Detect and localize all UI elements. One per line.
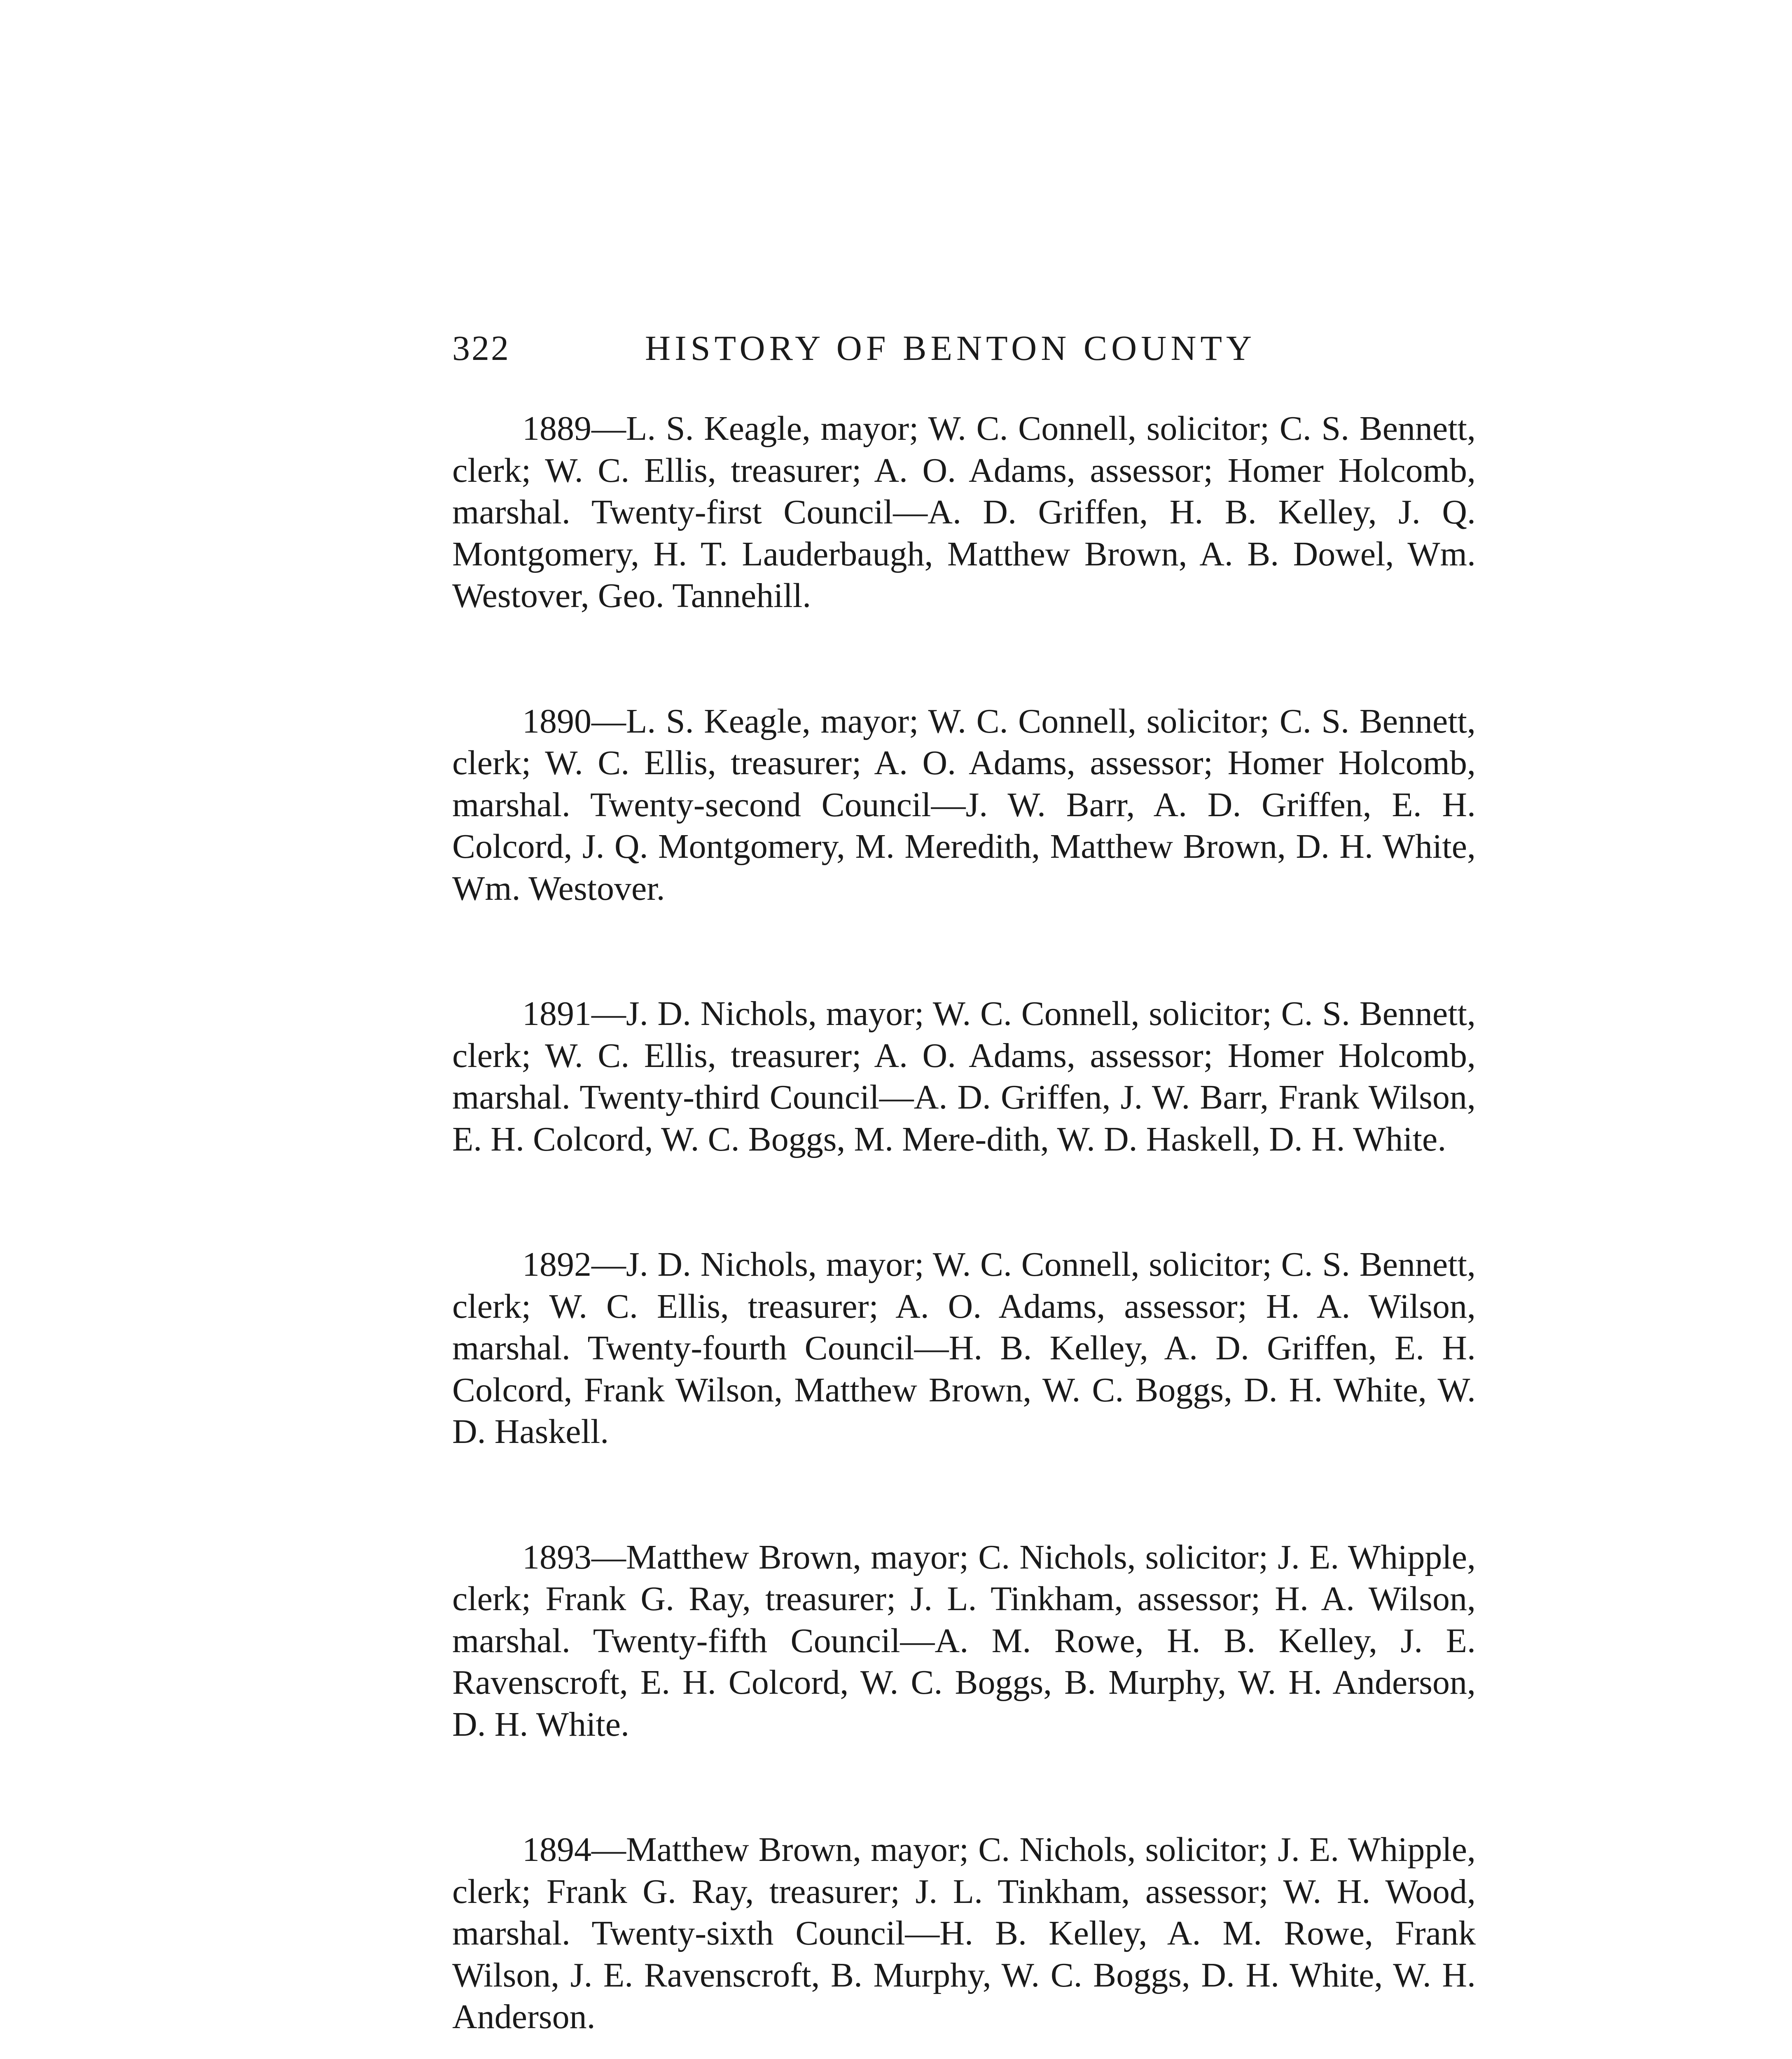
entry-1892: 1892—J. D. Nichols, mayor; W. C. Connell, solicitor; C. S. Bennett, clerk; W. C. Ellis, treasurer; A. O. Adams, assessor; H. A. Wilson, marshal. Twenty-fourth Council—H. B. Kelley, A. D. Griffen, E. H. Colcord, Frank Wilson, Matthew Brown, W. C. Boggs, D. H. White, W. D. Haskell.: [452, 1245, 1476, 1451]
page-header: [452, 327, 1399, 373]
page-number: 322: [452, 328, 510, 368]
running-title: HISTORY OF BENTON COUNTY: [645, 328, 1256, 368]
entry-1890: 1890—L. S. Keagle, mayor; W. C. Connell, solicitor; C. S. Bennett, clerk; W. C. Ellis, treasurer; A. O. Adams, assessor; Homer Holcomb, marshal. Twenty-second Council—J. W. Barr, A. D. Griffen, E. H. Colcord, J. Q. Montgomery, M. Meredith, Matthew Brown, D. H. White, Wm. Westover.: [452, 702, 1476, 908]
entry-1889: 1889—L. S. Keagle, mayor; W. C. Connell, solicitor; C. S. Bennett, clerk; W. C. Ellis, treasurer; A. O. Adams, assessor; Homer Holcomb, marshal. Twenty-first Council—A. D. Griffen, H. B. Kelley, J. Q. Montgomery, H. T. Lauderbaugh, Matthew Brown, A. B. Dowel, Wm. Westover, Geo. Tannehill.: [452, 409, 1476, 615]
entry-1891: 1891—J. D. Nichols, mayor; W. C. Connell, solicitor; C. S. Bennett, clerk; W. C. Ellis, treasurer; A. O. Adams, assessor; Homer Holcomb, marshal. Twenty-third Council—A. D. Griffen, J. W. Barr, Frank Wilson, E. H. Colcord, W. C. Boggs, M. Mere-dith, W. D. Haskell, D. H. White.: [452, 994, 1476, 1158]
entry-1894: 1894—Matthew Brown, mayor; C. Nichols, solicitor; J. E. Whipple, clerk; Frank G. Ray, treasurer; J. L. Tinkham, assessor; W. H. Wood, marshal. Twenty-sixth Council—H. B. Kelley, A. M. Rowe, Frank Wilson, J. E. Ravenscroft, B. Murphy, W. C. Boggs, D. H. White, W. H. Anderson.: [452, 1830, 1476, 2036]
entry-1893: 1893—Matthew Brown, mayor; C. Nichols, solicitor; J. E. Whipple, clerk; Frank G. Ray, treasurer; J. L. Tinkham, assessor; H. A. Wilson, marshal. Twenty-fifth Council—A. M. Rowe, H. B. Kelley, J. E. Ravenscroft, E. H. Colcord, W. C. Boggs, B. Murphy, W. H. Anderson, D. H. White.: [452, 1538, 1476, 1744]
council-entries: [452, 408, 1476, 2059]
